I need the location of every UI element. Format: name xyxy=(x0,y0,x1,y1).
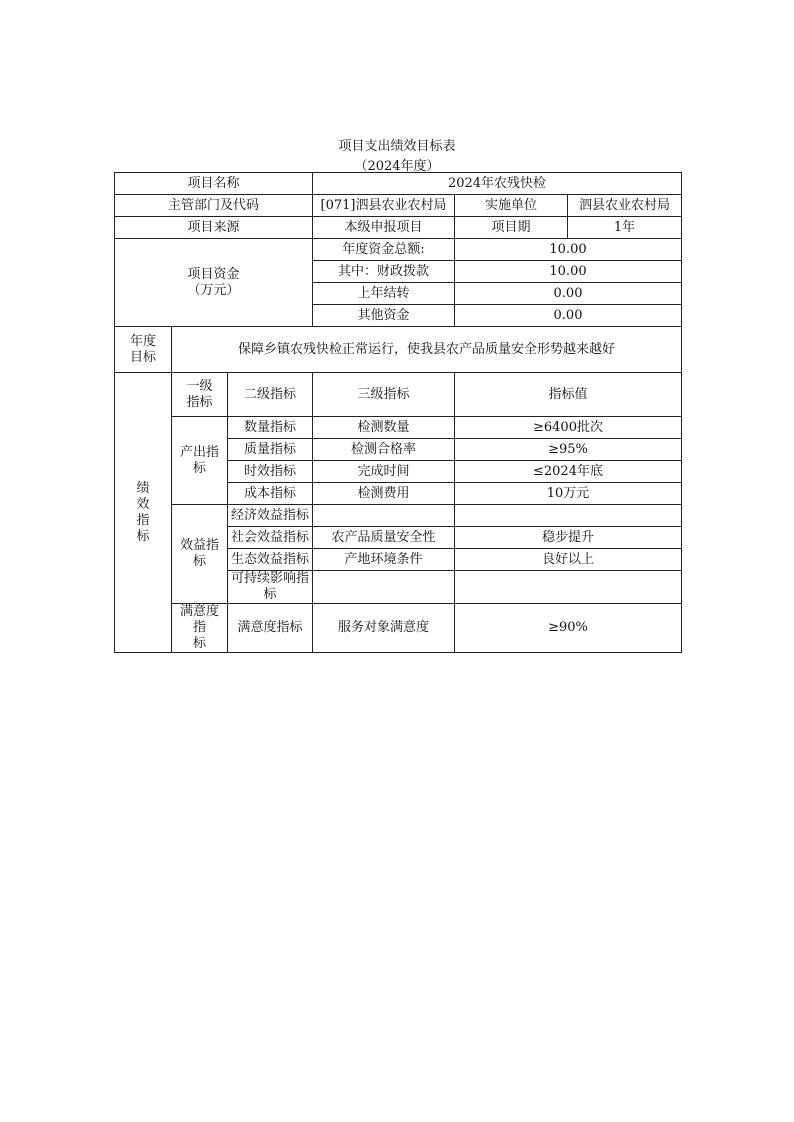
row-funds-total xyxy=(115,239,682,261)
performance-label-char-1: 绩 xyxy=(136,480,150,496)
row-department xyxy=(115,195,682,217)
level2-cell: 数量指标 xyxy=(228,417,313,439)
funds-other-value: 0.00 xyxy=(455,305,682,327)
table-row xyxy=(115,505,682,527)
row-project-name xyxy=(115,173,682,195)
level3-cell: 产地环境条件 xyxy=(313,549,455,571)
table-row xyxy=(115,417,682,439)
performance-label-char-3: 指 xyxy=(136,512,150,528)
row-project-source xyxy=(115,217,682,239)
funds-fiscal-value: 10.00 xyxy=(455,261,682,283)
level2-cell: 成本指标 xyxy=(228,483,313,505)
project-source-value: 本级申报项目 xyxy=(313,217,455,239)
project-source-label: 项目来源 xyxy=(115,217,313,239)
project-period-value: 1年 xyxy=(568,217,682,239)
level2-cell: 质量指标 xyxy=(228,439,313,461)
performance-label-char-2: 效 xyxy=(136,496,150,512)
benefit-indicator-label: 效益指标 xyxy=(172,505,228,604)
level1-header-line2: 指标 xyxy=(186,394,213,410)
performance-target-table xyxy=(114,172,682,653)
funds-other-label: 其他资金 xyxy=(313,305,455,327)
annual-goal-label xyxy=(115,327,172,373)
annual-goal-label-line1: 年度 xyxy=(129,333,156,349)
level3-cell: 服务对象满意度 xyxy=(313,604,455,653)
level3-cell xyxy=(313,505,455,527)
project-funds-label-line1: 项目资金 xyxy=(187,266,240,282)
annual-goal-label-line2: 目标 xyxy=(129,349,156,365)
satisfaction-label-line1: 满意度指 xyxy=(179,604,219,635)
level3-cell: 完成时间 xyxy=(313,461,455,483)
funds-carryover-value: 0.00 xyxy=(455,283,682,305)
level2-cell: 满意度指标 xyxy=(228,604,313,653)
indicator-value-cell: 稳步提升 xyxy=(455,527,682,549)
document-year: （2024年度） xyxy=(354,159,440,174)
funds-total-value: 10.00 xyxy=(455,239,682,261)
satisfaction-label-line2: 标 xyxy=(192,636,206,651)
implementing-unit-value: 泗县农业农村局 xyxy=(568,195,682,217)
project-name-value: 2024年农残快检 xyxy=(313,173,682,195)
performance-label-char-4: 标 xyxy=(136,528,150,544)
level2-cell: 生态效益指标 xyxy=(228,549,313,571)
project-period-label: 项目期 xyxy=(455,217,568,239)
project-funds-label xyxy=(115,239,313,327)
table-row xyxy=(115,604,682,653)
level3-cell: 检测合格率 xyxy=(313,439,455,461)
indicator-value-cell: ≥95% xyxy=(455,439,682,461)
performance-indicator-label xyxy=(115,373,172,653)
level2-cell: 时效指标 xyxy=(228,461,313,483)
level1-header-line1: 一级 xyxy=(186,378,213,394)
level1-header xyxy=(172,373,228,417)
satisfaction-indicator-label xyxy=(172,604,228,653)
document-title: 项目支出绩效目标表 xyxy=(338,139,456,154)
project-name-label: 项目名称 xyxy=(115,173,313,195)
indicator-value-cell xyxy=(455,505,682,527)
level2-cell: 经济效益指标 xyxy=(228,505,313,527)
level3-cell: 检测费用 xyxy=(313,483,455,505)
department-value: [071]泗县农业农村局 xyxy=(313,195,455,217)
level2-cell: 社会效益指标 xyxy=(228,527,313,549)
row-annual-goal xyxy=(115,327,682,373)
indicator-value-cell xyxy=(455,571,682,604)
annual-goal-value: 保障乡镇农残快检正常运行，使我县农产品质量安全形势越来越好 xyxy=(172,327,682,373)
funds-total-label: 年度资金总额: xyxy=(313,239,455,261)
level2-header: 二级指标 xyxy=(228,373,313,417)
indicator-value-cell: 良好以上 xyxy=(455,549,682,571)
level3-header: 三级指标 xyxy=(313,373,455,417)
level3-cell: 检测数量 xyxy=(313,417,455,439)
level3-cell xyxy=(313,571,455,604)
indicator-value-header: 指标值 xyxy=(455,373,682,417)
implementing-unit-label: 实施单位 xyxy=(455,195,568,217)
funds-fiscal-label: 其中：财政拨款 xyxy=(313,261,455,283)
level3-cell: 农产品质量安全性 xyxy=(313,527,455,549)
indicator-value-cell: ≥6400批次 xyxy=(455,417,682,439)
level2-cell: 可持续影响指标 xyxy=(228,571,313,604)
department-label: 主管部门及代码 xyxy=(115,195,313,217)
row-indicator-header xyxy=(115,373,682,417)
indicator-value-cell: 10万元 xyxy=(455,483,682,505)
output-indicator-label: 产出指标 xyxy=(172,417,228,505)
indicator-value-cell: ≤2024年底 xyxy=(455,461,682,483)
indicator-value-cell: ≥90% xyxy=(455,604,682,653)
funds-carryover-label: 上年结转 xyxy=(313,283,455,305)
project-funds-label-line2: （万元） xyxy=(187,282,240,298)
